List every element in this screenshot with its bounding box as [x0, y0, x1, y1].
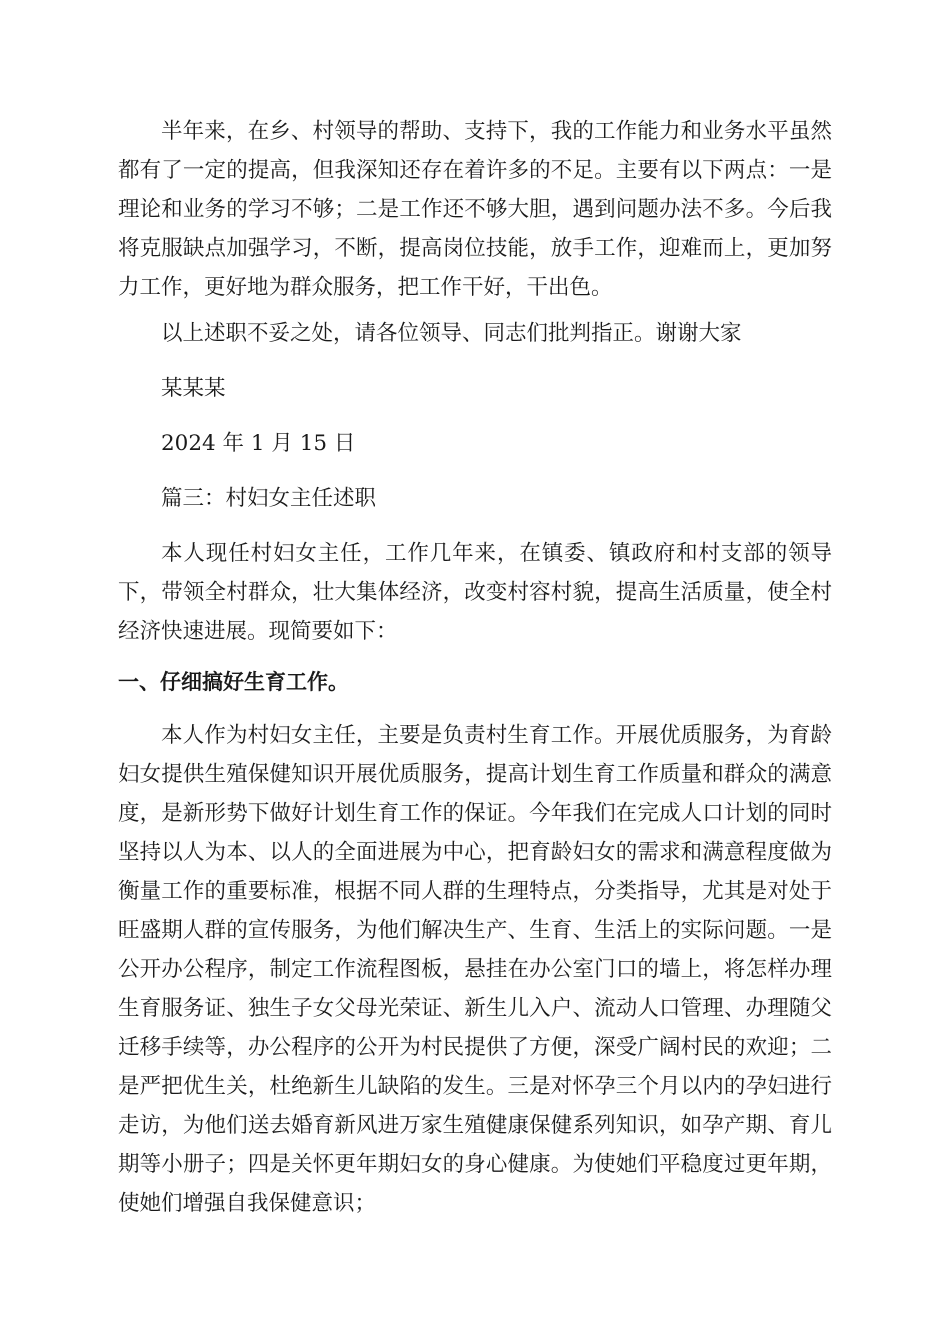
- signature-date: 2024 年 1 月 15 日: [161, 431, 356, 456]
- paragraph-introduction: 本人现任村妇女主任，工作几年来，在镇委、镇政府和村支部的领导下，带领全村群众，壮大集体经济，改变村容村貌，提高生活质量，使全村经济快速进展。现简要如下：: [118, 541, 832, 644]
- paragraph-fertility-work: 本人作为村妇女主任，主要是负责村生育工作。开展优质服务，为育龄妇女提供生殖保健知识开展优质服务，提高计划生育工作质量和群众的满意度，是新形势下做好计划生育工作的保证。今年我们在完成人口计划的同时坚持以人为本、以人的全面进展为中心，把育龄妇女的需求和满意程度做为衡量工作的重要标准，根据不同人群的生理特点，分类指导，尤其是对处于旺盛期人群的宣传服务，为他们解决生产、生育、生活上的实际问题。一是公开办公程序，制定工作流程图板，悬挂在办公室门口的墙上，将怎样办理生育服务证、独生子女父母光荣证、新生儿入户、流动人口管理、办理随父迁移手续等，办公程序的公开为村民提供了方便，深受广阔村民的欢迎；二是严把优生关，杜绝新生儿缺陷的发生。三是对怀孕三个月以内的孕妇进行走访，为他们送去婚育新风进万家生殖健康保健系列知识，如孕产期、育儿期等小册子；四是关怀更年期妇女的身心健康。为使她们平稳度过更年期，使她们增强自我保健意识；: [118, 723, 832, 1216]
- section-title: 篇三：村妇女主任述职: [161, 486, 377, 511]
- paragraph-work-summary: 半年来，在乡、村领导的帮助、支持下，我的工作能力和业务水平虽然都有了一定的提高，但我深知还存在着许多的不足。主要有以下两点：一是理论和业务的学习不够；二是工作还不够大胆，遇到问题办法不多。今后我将克服缺点加强学习，不断，提高岗位技能，放手工作，迎难而上，更加努力工作，更好地为群众服务，把工作干好，干出色。: [118, 119, 832, 300]
- paragraph-closing-remark: 以上述职不妥之处，请各位领导、同志们批判指正。谢谢大家: [161, 321, 742, 346]
- signature-name: 某某某: [161, 376, 226, 401]
- section-heading-1: 一、仔细搞好生育工作。: [118, 670, 349, 694]
